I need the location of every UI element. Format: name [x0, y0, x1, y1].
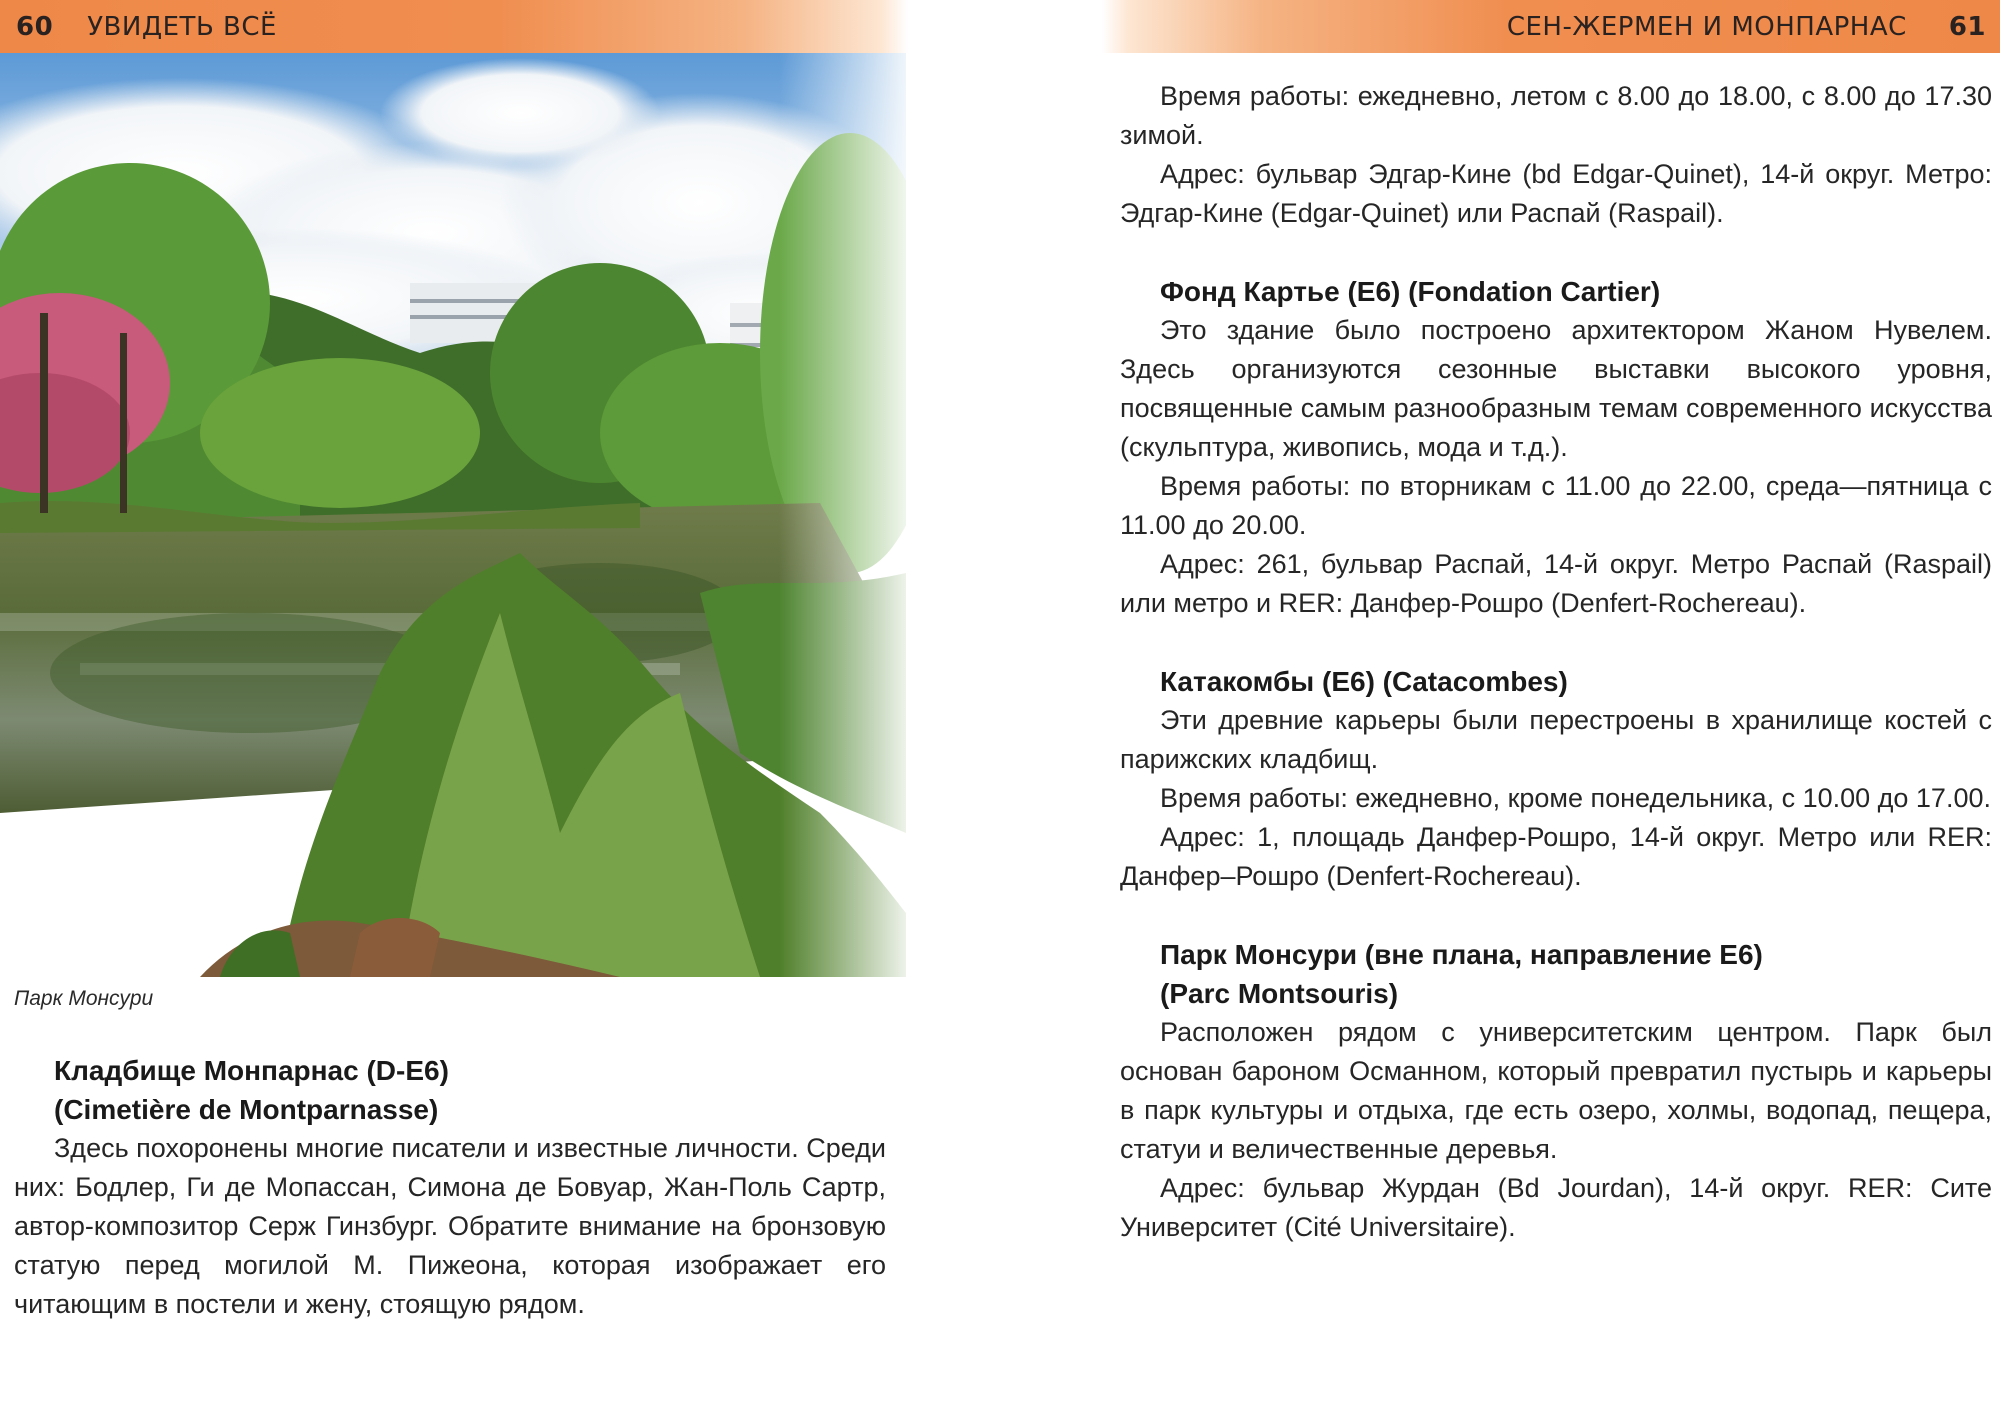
heading-line: Кладбище Монпарнас (D-E6): [54, 1055, 449, 1086]
right-running-header: [1102, 0, 2000, 53]
park-montsouris-photo: [0, 53, 906, 977]
heading-line: Парк Монсури (вне плана, направление E6): [1160, 939, 1763, 970]
body-paragraph: Время работы: по вторникам с 11.00 до 22.00, среда—пятница с 11.00 до 20.00.: [1120, 471, 1992, 540]
body-paragraph: Адрес: бульвар Эдгар-Кине (bd Edgar-Quinet), 14-й округ. Метро: Эдгар-Кине (Edgar-Quinet) или Распай (Raspail).: [1120, 159, 1992, 228]
park-photo-illustration: [0, 53, 906, 977]
section-spacer: [1120, 233, 1992, 272]
section-spacer: [1120, 896, 1992, 935]
section-heading-montparnasse-cemetery: [14, 1051, 886, 1129]
body-paragraph: Адрес: 1, площадь Данфер-Рошро, 14-й округ. Метро или RER: Данфер–Рошро (Denfert-Rochereau).: [1120, 822, 1992, 891]
body-paragraph: Время работы: ежедневно, кроме понедельника, с 10.00 до 17.00.: [1160, 783, 1991, 813]
body-paragraph: Здесь похоронены многие писатели и известные личности. Среди них: Бодлер, Ги де Мопассан, Симона де Бовуар, Жан-Поль Сартр, автор-композитор Серж Гинзбург. Обратите внимание на бронзовую статую перед могилой М. Пижеона, которая изображает его читающим в постели и жену, стоящую рядом.: [14, 1133, 886, 1319]
heading-line: (Cimetière de Montparnasse): [54, 1094, 439, 1125]
left-running-title: УВИДЕТЬ ВСЁ: [87, 11, 277, 42]
right-text-column: [1120, 77, 1992, 1247]
heading-line: (Parc Montsouris): [1160, 978, 1399, 1009]
right-page: [1102, 0, 2000, 1428]
photo-caption: Парк Монсури: [14, 987, 154, 1010]
left-running-header: [0, 0, 908, 53]
section-heading-catacombes: Катакомбы (E6) (Catacombes): [1160, 666, 1568, 697]
body-paragraph: Адрес: бульвар Журдан (Bd Jourdan), 14-й округ. RER: Сите Университет (Cité Universitaire).: [1120, 1173, 1992, 1242]
left-page: [0, 0, 908, 1428]
section-spacer: [1120, 623, 1992, 662]
body-paragraph: Время работы: ежедневно, летом с 8.00 до 18.00, с 8.00 до 17.30 зимой.: [1120, 81, 1992, 150]
body-paragraph: Адрес: 261, бульвар Распай, 14-й округ. Метро Распай (Raspail) или метро и RER: Данфер-Рошро (Denfert-Rochereau).: [1120, 549, 1992, 618]
section-heading-parc-montsouris: [1120, 935, 1992, 1013]
left-text-column: [14, 1051, 886, 1324]
section-heading-fondation-cartier: Фонд Картье (E6) (Fondation Cartier): [1160, 276, 1661, 307]
body-paragraph: Это здание было построено архитектором Жаном Нувелем. Здесь организуются сезонные выставки высокого уровня, посвященные самым разнообразным темам современного искусства (скульптура, живопись, мода и т.д.).: [1120, 315, 1992, 462]
body-paragraph: Эти древние карьеры были перестроены в хранилище костей с парижских кладбищ.: [1120, 705, 1992, 774]
left-page-number: 60: [16, 11, 54, 42]
body-paragraph: Расположен рядом с университетским центром. Парк был основан бароном Османном, который превратил пустырь и карьеры в парк культуры и отдыха, где есть озеро, холмы, водопад, пещера, статуи и величественные деревья.: [1120, 1017, 1992, 1164]
right-page-number: 61: [1948, 11, 1986, 42]
right-running-title: СЕН-ЖЕРМЕН И МОНПАРНАС: [1506, 11, 1907, 42]
